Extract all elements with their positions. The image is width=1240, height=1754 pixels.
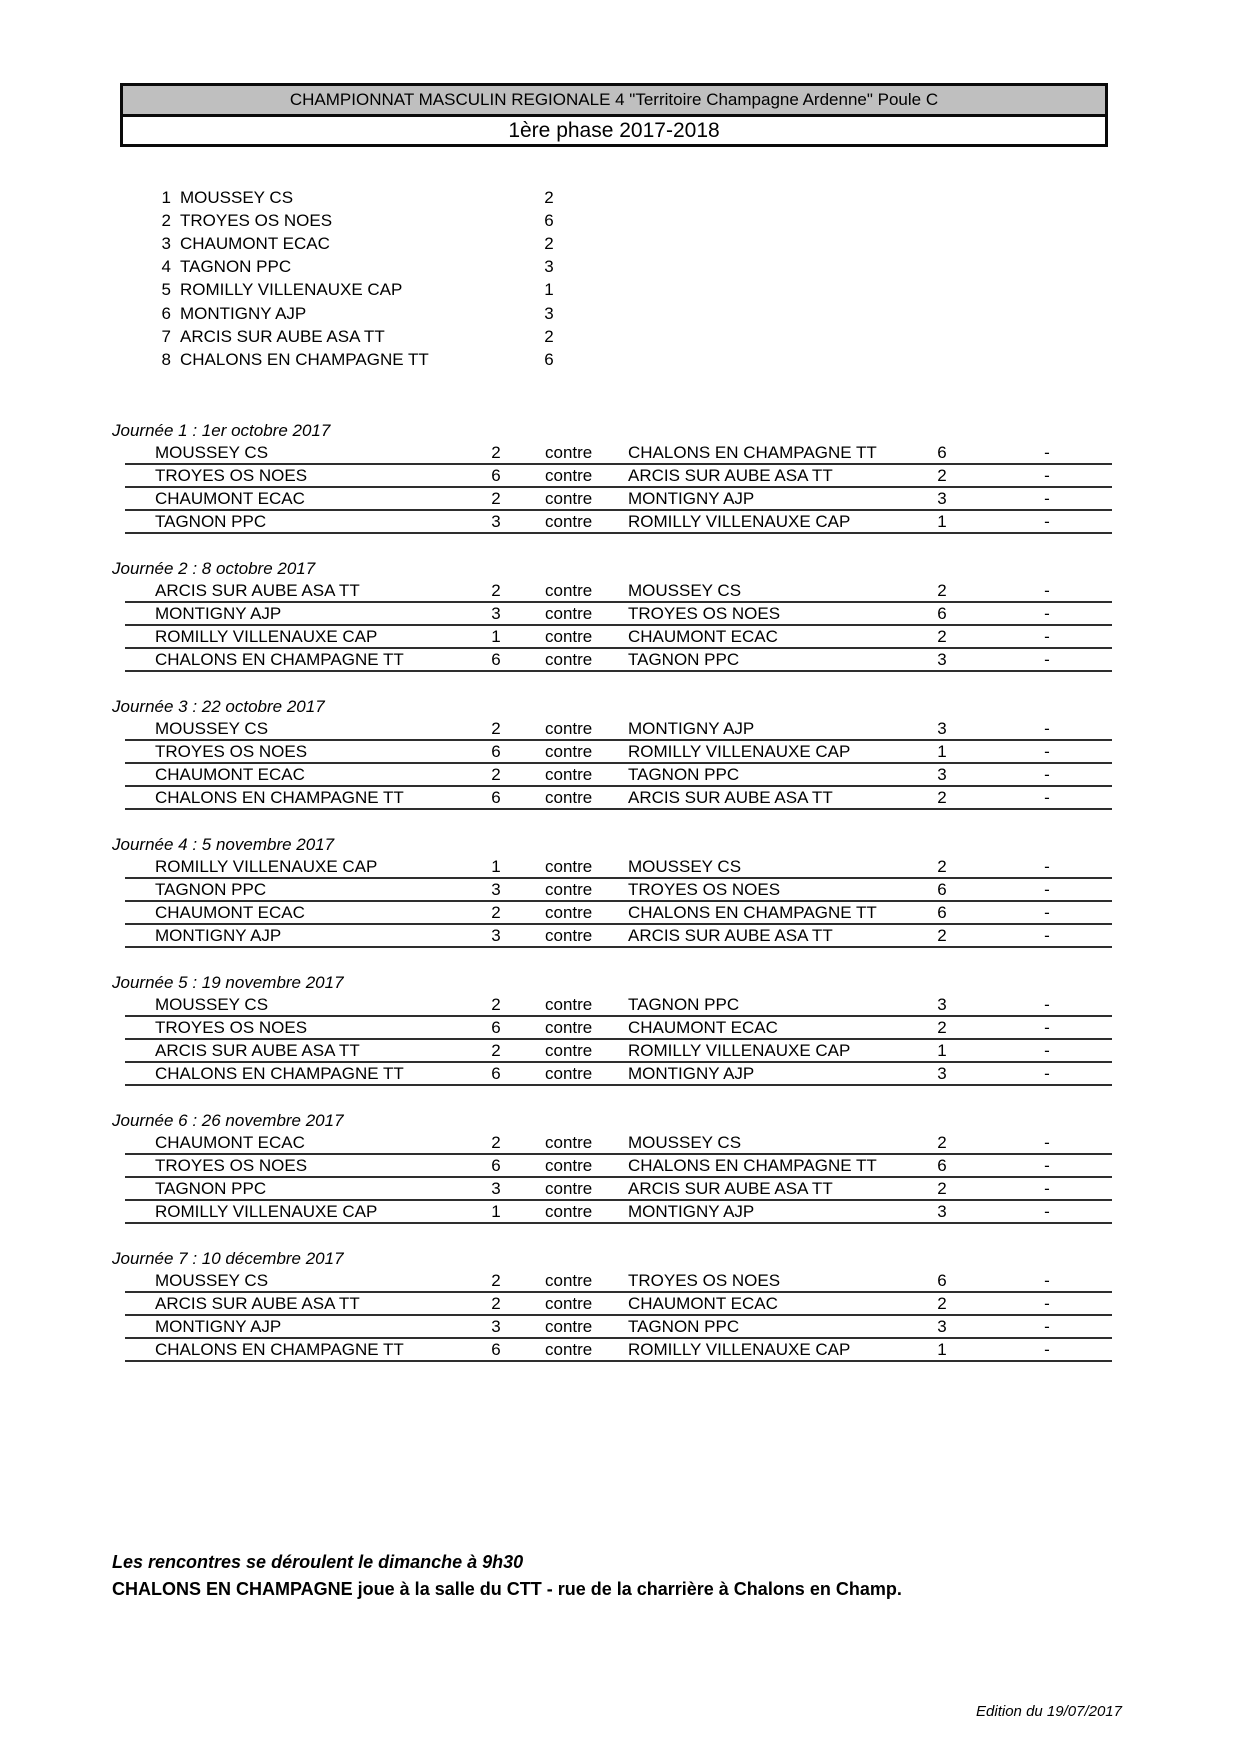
away-score: 2 (937, 788, 947, 807)
match-row (125, 603, 1112, 626)
round-label: Journée 2 : 8 octobre 2017 (112, 559, 316, 578)
round-section (0, 419, 1240, 557)
away-team: CHAUMONT ECAC (628, 1294, 778, 1313)
home-team: CHAUMONT ECAC (155, 489, 305, 508)
match-row (125, 1316, 1112, 1339)
home-score: 2 (491, 581, 501, 600)
home-score: 6 (491, 466, 501, 485)
result-dash: - (1044, 765, 1050, 784)
team-rank: 4 (161, 257, 171, 277)
home-score: 2 (491, 1133, 501, 1152)
match-row (125, 1201, 1112, 1224)
round-matches (0, 994, 1240, 1086)
round-matches (0, 1270, 1240, 1362)
home-score: 2 (491, 765, 501, 784)
away-score: 2 (937, 1133, 947, 1152)
match-row (125, 442, 1112, 465)
match-row (125, 465, 1112, 488)
round-matches (0, 580, 1240, 672)
away-team: TROYES OS NOES (628, 604, 781, 623)
round-label: Journée 1 : 1er octobre 2017 (112, 421, 331, 440)
round-label: Journée 4 : 5 novembre 2017 (112, 835, 335, 854)
away-team: MONTIGNY AJP (628, 719, 755, 738)
team-rank: 2 (161, 210, 171, 230)
home-team: MOUSSEY CS (155, 719, 269, 738)
away-team: MOUSSEY CS (628, 581, 742, 600)
home-team: ROMILLY VILLENAUXE CAP (155, 627, 378, 646)
home-score: 6 (491, 650, 501, 669)
versus-label: contre (545, 466, 593, 485)
team-value: 1 (544, 280, 554, 300)
home-score: 2 (491, 719, 501, 738)
away-team: MONTIGNY AJP (628, 489, 755, 508)
home-score: 2 (491, 489, 501, 508)
versus-label: contre (545, 512, 593, 531)
team-rank: 3 (161, 233, 171, 253)
result-dash: - (1044, 903, 1050, 922)
home-score: 3 (491, 604, 501, 623)
away-score: 2 (937, 581, 947, 600)
versus-label: contre (545, 604, 593, 623)
schedule-note: Les rencontres se déroulent le dimanche à 9h30 (112, 1552, 524, 1572)
team-name: TROYES OS NOES (180, 210, 333, 230)
home-team: TAGNON PPC (155, 880, 267, 899)
match-row (125, 994, 1112, 1017)
round-label: Journée 5 : 19 novembre 2017 (112, 973, 344, 992)
result-dash: - (1044, 443, 1050, 462)
away-team: CHAUMONT ECAC (628, 1018, 778, 1037)
away-score: 2 (937, 1018, 947, 1037)
round-label: Journée 6 : 26 novembre 2017 (112, 1111, 344, 1130)
home-team: TAGNON PPC (155, 512, 267, 531)
away-team: TAGNON PPC (628, 995, 740, 1014)
result-dash: - (1044, 880, 1050, 899)
home-score: 3 (491, 1179, 501, 1198)
versus-label: contre (545, 1340, 593, 1359)
match-row (125, 718, 1112, 741)
team-row (155, 209, 560, 232)
match-row (125, 925, 1112, 948)
versus-label: contre (545, 1202, 593, 1221)
match-row (125, 902, 1112, 925)
result-dash: - (1044, 466, 1050, 485)
team-value: 3 (544, 257, 554, 277)
versus-label: contre (545, 1018, 593, 1037)
result-dash: - (1044, 857, 1050, 876)
versus-label: contre (545, 1179, 593, 1198)
team-value: 2 (544, 187, 554, 207)
match-row (125, 511, 1112, 534)
home-score: 2 (491, 995, 501, 1014)
home-team: TAGNON PPC (155, 1179, 267, 1198)
away-score: 3 (937, 1064, 947, 1083)
away-team: ARCIS SUR AUBE ASA TT (628, 466, 833, 485)
away-team: ROMILLY VILLENAUXE CAP (628, 512, 851, 531)
result-dash: - (1044, 1156, 1050, 1175)
result-dash: - (1044, 512, 1050, 531)
home-team: ARCIS SUR AUBE ASA TT (155, 1294, 360, 1313)
round-section (0, 557, 1240, 695)
away-score: 1 (937, 512, 947, 531)
result-dash: - (1044, 1041, 1050, 1060)
team-rank: 5 (161, 280, 171, 300)
away-score: 6 (937, 903, 947, 922)
result-dash: - (1044, 627, 1050, 646)
team-name: CHAUMONT ECAC (180, 233, 330, 253)
away-score: 2 (937, 1179, 947, 1198)
result-dash: - (1044, 1202, 1050, 1221)
result-dash: - (1044, 1317, 1050, 1336)
result-dash: - (1044, 788, 1050, 807)
home-team: MOUSSEY CS (155, 443, 269, 462)
team-row (155, 279, 560, 302)
team-row (155, 302, 560, 325)
away-score: 3 (937, 719, 947, 738)
result-dash: - (1044, 719, 1050, 738)
away-score: 2 (937, 857, 947, 876)
away-score: 3 (937, 1317, 947, 1336)
round-section (0, 1109, 1240, 1247)
versus-label: contre (545, 995, 593, 1014)
home-team: MONTIGNY AJP (155, 926, 282, 945)
match-row (125, 626, 1112, 649)
round-section (0, 971, 1240, 1109)
away-score: 2 (937, 466, 947, 485)
away-team: MOUSSEY CS (628, 1133, 742, 1152)
versus-label: contre (545, 926, 593, 945)
match-row (125, 488, 1112, 511)
versus-label: contre (545, 765, 593, 784)
away-score: 3 (937, 995, 947, 1014)
match-row (125, 1017, 1112, 1040)
versus-label: contre (545, 880, 593, 899)
round-section (0, 833, 1240, 971)
team-name: MONTIGNY AJP (180, 303, 307, 323)
title-box (120, 83, 1108, 147)
away-score: 6 (937, 1271, 947, 1290)
round-section (0, 695, 1240, 833)
team-name: ARCIS SUR AUBE ASA TT (180, 326, 385, 346)
team-rank: 8 (161, 349, 171, 369)
away-score: 6 (937, 604, 947, 623)
away-team: TAGNON PPC (628, 765, 740, 784)
round-matches (0, 442, 1240, 534)
venue-note: CHALONS EN CHAMPAGNE joue à la salle du CTT - rue de la charrière à Chalons en Champ. (112, 1579, 902, 1599)
away-score: 1 (937, 1340, 947, 1359)
away-team: MONTIGNY AJP (628, 1064, 755, 1083)
versus-label: contre (545, 1133, 593, 1152)
team-value: 2 (544, 326, 554, 346)
away-team: TROYES OS NOES (628, 880, 781, 899)
versus-label: contre (545, 443, 593, 462)
home-team: TROYES OS NOES (155, 1156, 308, 1175)
match-row (125, 649, 1112, 672)
home-team: CHAUMONT ECAC (155, 1133, 305, 1152)
home-team: TROYES OS NOES (155, 742, 308, 761)
home-score: 3 (491, 512, 501, 531)
match-row (125, 1293, 1112, 1316)
versus-label: contre (545, 742, 593, 761)
result-dash: - (1044, 1018, 1050, 1037)
home-team: CHAUMONT ECAC (155, 765, 305, 784)
championship-title: CHAMPIONNAT MASCULIN REGIONALE 4 "Territoire Champagne Ardenne" Poule C (123, 86, 1105, 117)
home-team: ARCIS SUR AUBE ASA TT (155, 581, 360, 600)
team-name: CHALONS EN CHAMPAGNE TT (180, 349, 429, 369)
match-row (125, 1155, 1112, 1178)
away-team: ROMILLY VILLENAUXE CAP (628, 742, 851, 761)
home-score: 3 (491, 1317, 501, 1336)
team-rank: 6 (161, 303, 171, 323)
home-score: 6 (491, 1064, 501, 1083)
match-row (125, 1132, 1112, 1155)
away-team: CHAUMONT ECAC (628, 627, 778, 646)
team-row (155, 256, 560, 279)
team-name: ROMILLY VILLENAUXE CAP (180, 280, 403, 300)
away-score: 2 (937, 926, 947, 945)
away-team: MONTIGNY AJP (628, 1202, 755, 1221)
home-team: MOUSSEY CS (155, 1271, 269, 1290)
team-rank: 1 (161, 187, 171, 207)
away-team: CHALONS EN CHAMPAGNE TT (628, 443, 877, 462)
home-score: 2 (491, 443, 501, 462)
versus-label: contre (545, 857, 593, 876)
home-team: TROYES OS NOES (155, 466, 308, 485)
edition-date: Edition du 19/07/2017 (976, 1703, 1122, 1720)
away-team: MOUSSEY CS (628, 857, 742, 876)
away-team: ARCIS SUR AUBE ASA TT (628, 788, 833, 807)
match-row (125, 1040, 1112, 1063)
away-score: 2 (937, 627, 947, 646)
away-score: 3 (937, 765, 947, 784)
away-team: ROMILLY VILLENAUXE CAP (628, 1041, 851, 1060)
match-row (125, 879, 1112, 902)
away-team: TROYES OS NOES (628, 1271, 781, 1290)
home-team: MONTIGNY AJP (155, 1317, 282, 1336)
round-label: Journée 7 : 10 décembre 2017 (112, 1249, 344, 1268)
round-matches (0, 856, 1240, 948)
home-score: 6 (491, 788, 501, 807)
home-score: 3 (491, 926, 501, 945)
match-row (125, 1178, 1112, 1201)
match-row (125, 1339, 1112, 1362)
round-matches (0, 1132, 1240, 1224)
versus-label: contre (545, 1064, 593, 1083)
match-row (125, 741, 1112, 764)
match-row (125, 580, 1112, 603)
versus-label: contre (545, 1156, 593, 1175)
home-team: MOUSSEY CS (155, 995, 269, 1014)
away-score: 6 (937, 1156, 947, 1175)
versus-label: contre (545, 1317, 593, 1336)
versus-label: contre (545, 719, 593, 738)
versus-label: contre (545, 489, 593, 508)
away-team: ROMILLY VILLENAUXE CAP (628, 1340, 851, 1359)
home-team: ARCIS SUR AUBE ASA TT (155, 1041, 360, 1060)
home-team: ROMILLY VILLENAUXE CAP (155, 857, 378, 876)
away-score: 1 (937, 742, 947, 761)
round-label: Journée 3 : 22 octobre 2017 (112, 697, 325, 716)
home-team: CHALONS EN CHAMPAGNE TT (155, 788, 404, 807)
away-team: TAGNON PPC (628, 1317, 740, 1336)
result-dash: - (1044, 926, 1050, 945)
home-score: 2 (491, 1041, 501, 1060)
team-value: 3 (544, 303, 554, 323)
result-dash: - (1044, 1340, 1050, 1359)
home-score: 2 (491, 1294, 501, 1313)
standings-list (155, 186, 560, 372)
team-value: 6 (544, 210, 554, 230)
home-team: MONTIGNY AJP (155, 604, 282, 623)
team-row (155, 348, 560, 371)
team-row (155, 232, 560, 255)
home-score: 3 (491, 880, 501, 899)
home-score: 2 (491, 1271, 501, 1290)
round-matches (0, 718, 1240, 810)
phase-subtitle: 1ère phase 2017-2018 (508, 118, 720, 142)
home-team: CHALONS EN CHAMPAGNE TT (155, 650, 404, 669)
result-dash: - (1044, 1179, 1050, 1198)
versus-label: contre (545, 627, 593, 646)
result-dash: - (1044, 995, 1050, 1014)
home-score: 6 (491, 1156, 501, 1175)
result-dash: - (1044, 581, 1050, 600)
versus-label: contre (545, 581, 593, 600)
result-dash: - (1044, 1064, 1050, 1083)
home-team: TROYES OS NOES (155, 1018, 308, 1037)
team-name: TAGNON PPC (180, 257, 292, 277)
away-score: 3 (937, 489, 947, 508)
result-dash: - (1044, 489, 1050, 508)
away-score: 2 (937, 1294, 947, 1313)
home-team: ROMILLY VILLENAUXE CAP (155, 1202, 378, 1221)
home-score: 1 (491, 857, 501, 876)
away-team: CHALONS EN CHAMPAGNE TT (628, 903, 877, 922)
away-team: ARCIS SUR AUBE ASA TT (628, 1179, 833, 1198)
home-score: 1 (491, 1202, 501, 1221)
home-score: 1 (491, 627, 501, 646)
away-team: ARCIS SUR AUBE ASA TT (628, 926, 833, 945)
match-row (125, 1270, 1112, 1293)
away-team: TAGNON PPC (628, 650, 740, 669)
result-dash: - (1044, 650, 1050, 669)
result-dash: - (1044, 1294, 1050, 1313)
home-score: 6 (491, 1018, 501, 1037)
away-score: 3 (937, 650, 947, 669)
home-score: 6 (491, 742, 501, 761)
versus-label: contre (545, 650, 593, 669)
team-rank: 7 (161, 326, 171, 346)
versus-label: contre (545, 903, 593, 922)
away-score: 3 (937, 1202, 947, 1221)
team-row (155, 186, 560, 209)
versus-label: contre (545, 1271, 593, 1290)
result-dash: - (1044, 1133, 1050, 1152)
home-team: CHALONS EN CHAMPAGNE TT (155, 1340, 404, 1359)
versus-label: contre (545, 1294, 593, 1313)
round-section (0, 1247, 1240, 1385)
result-dash: - (1044, 1271, 1050, 1290)
rounds-container (0, 419, 1240, 1385)
result-dash: - (1044, 604, 1050, 623)
match-row (125, 1063, 1112, 1086)
team-row (155, 325, 560, 348)
home-score: 2 (491, 903, 501, 922)
versus-label: contre (545, 788, 593, 807)
away-team: CHALONS EN CHAMPAGNE TT (628, 1156, 877, 1175)
home-score: 6 (491, 1340, 501, 1359)
away-score: 1 (937, 1041, 947, 1060)
versus-label: contre (545, 1041, 593, 1060)
team-name: MOUSSEY CS (180, 187, 294, 207)
away-score: 6 (937, 443, 947, 462)
away-score: 6 (937, 880, 947, 899)
match-row (125, 856, 1112, 879)
match-row (125, 787, 1112, 810)
home-team: CHALONS EN CHAMPAGNE TT (155, 1064, 404, 1083)
team-value: 6 (544, 349, 554, 369)
home-team: CHAUMONT ECAC (155, 903, 305, 922)
team-value: 2 (544, 233, 554, 253)
result-dash: - (1044, 742, 1050, 761)
match-row (125, 764, 1112, 787)
